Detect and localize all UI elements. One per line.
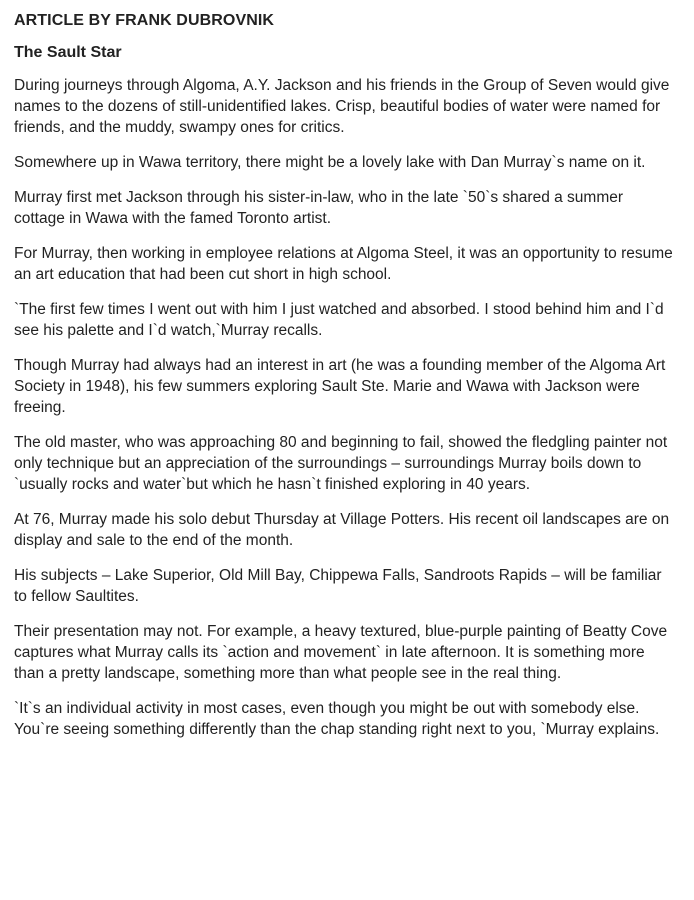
paragraph: The old master, who was approaching 80 and beginning to fail, showed the fledgling painter not only technique but an appreciation of the surroundings – surroundings Murray boils down to `usually rocks and water`but which he hasn`t finished exploring in 40 years. — [14, 434, 668, 493]
paragraph: His subjects – Lake Superior, Old Mill Bay, Chippewa Falls, Sandroots Rapids – will be familiar to fellow Saultites. — [14, 567, 662, 605]
paragraph: Somewhere up in Wawa territory, there might be a lovely lake with Dan Murray`s name on it. — [14, 154, 646, 171]
paragraph: At 76, Murray made his solo debut Thursday at Village Potters. His recent oil landscapes are on display and sale to the end of the month. — [14, 511, 670, 549]
paragraph: `The first few times I went out with him I just watched and absorbed. I stood behind him and I`d see his palette and I`d watch,`Murray recalls. — [14, 301, 664, 339]
paragraph: `It`s an individual activity in most cases, even though you might be out with somebody else. You`re seeing something differently than the chap standing right next to you, `Murray explains. — [14, 700, 660, 738]
paragraph: Their presentation may not. For example, a heavy textured, blue-purple painting of Beatty Cove captures what Murray calls its `action and movement` in late afternoon. It is something more than a pretty landscape, something more than what people see in the real thing. — [14, 623, 668, 682]
article-body — [14, 75, 674, 740]
article-byline: ARTICLE BY FRANK DUBROVNIK — [14, 12, 275, 29]
paragraph: During journeys through Algoma, A.Y. Jackson and his friends in the Group of Seven would give names to the dozens of still-unidentified lakes. Crisp, beautiful bodies of water were named for friends, and the muddy, swampy ones for critics. — [14, 77, 670, 136]
publication-name: The Sault Star — [14, 44, 122, 61]
paragraph: Though Murray had always had an interest in art (he was a founding member of the Algoma Art Society in 1948), his few summers exploring Sault Ste. Marie and Wawa with Jackson were freeing. — [14, 357, 666, 416]
paragraph: Murray first met Jackson through his sister-in-law, who in the late `50`s shared a summer cottage in Wawa with the famed Toronto artist. — [14, 189, 624, 227]
paragraph: For Murray, then working in employee relations at Algoma Steel, it was an opportunity to resume an art education that had been cut short in high school. — [14, 245, 673, 283]
